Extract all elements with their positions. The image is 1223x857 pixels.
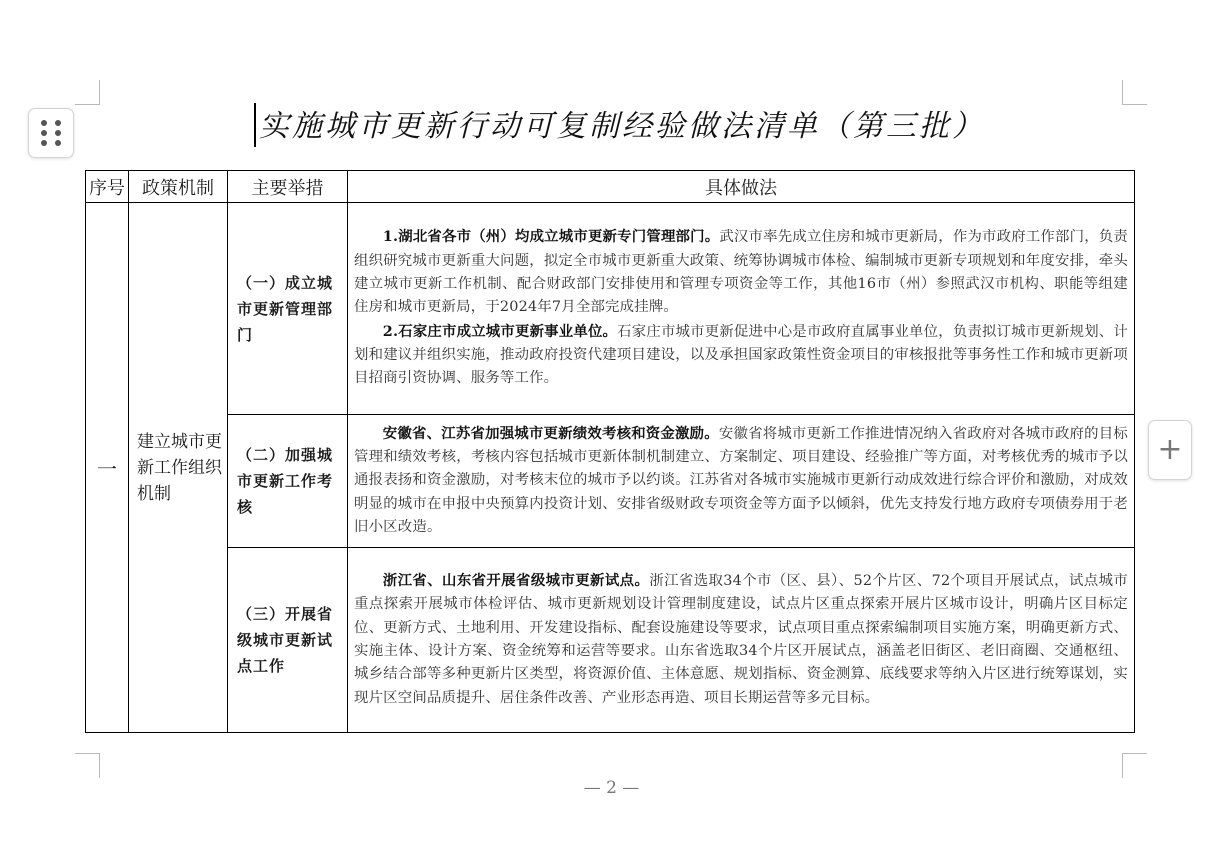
detail-body: 安徽省将城市更新工作推进情况纳入省政府对各城市政府的目标管理和绩效考核，考核内容包括城市更新体制机制建立、方案制定、项目建设、经验推广等方面，对考核优秀的城市予以通报表扬和资金激励，对考核末位的城市予以约谈。江苏省对各城市实施城市更新行动成效进行综合评价和激励，对成效明显的城市在申报中央预算内投资计划、安排省级财政专项资金等方面予以倾斜，优先支持发行地方政府专项债券用于老旧小区改造。	[354, 425, 1128, 535]
page-number: — 2 —	[583, 778, 640, 798]
measure-cell: （二）加强城市更新工作考核	[228, 415, 348, 548]
detail-body: 石家庄市城市更新促进中心是市政府直属事业单位，负责拟订城市更新规划、计划和建议并组织实施，推动政府投资代建项目建设，以及承担国家政策性资金项目的审核报批等事务性工作和城市更新项目招商引资协调、服务等工作。	[354, 323, 1128, 387]
crop-mark-bottom-left	[75, 753, 100, 778]
policy-table	[85, 170, 1135, 733]
detail-paragraph	[354, 422, 1128, 539]
add-block-plus-icon[interactable]: +	[1148, 420, 1192, 480]
detail-body: 浙江省选取34个市（区、县）、52个片区、72个项目开展试点，试点城市重点探索开展城市体检评估、城市更新规划设计管理制度建设，试点片区重点探索开展片区城市设计，明确片区目标定位、更新方式、土地利用、开发建设指标、配套设施建设等要求，试点项目重点探索编制项目实施方案，明确更新方式、实施主体、设计方案、资金统筹和运营等要求。山东省选取34个片区开展试点，涵盖老旧街区、老旧商圈、交通枢纽、城乡结合部等多种更新片区类型，将资源价值、主体意愿、规划指标、资金测算、底线要求等纳入片区进行统筹谋划，实现片区空间品质提升、居住条件改善、产业形态再造、项目长期运营等多元目标。	[354, 573, 1128, 706]
detail-paragraph	[354, 320, 1128, 391]
table-row	[86, 415, 1135, 548]
seq-cell: 一	[86, 203, 129, 733]
table-row	[86, 548, 1135, 733]
table-header-row	[86, 171, 1135, 203]
policy-cell: 建立城市更新工作组织机制	[129, 203, 228, 733]
detail-heading: 浙江省、山东省开展省级城市更新试点。	[382, 572, 650, 590]
measure-cell: （一）成立城市更新管理部门	[228, 203, 348, 415]
detail-heading: 2.石家庄市成立城市更新事业单位。	[382, 322, 618, 340]
header-measure: 主要举措	[228, 171, 348, 203]
crop-mark-top-left	[75, 80, 100, 105]
detail-cell[interactable]	[348, 415, 1135, 548]
header-policy: 政策机制	[129, 171, 228, 203]
text-cursor	[254, 103, 256, 147]
document-title[interactable]: 实施城市更新行动可复制经验做法清单（第三批）	[259, 109, 985, 144]
crop-mark-bottom-right	[1122, 753, 1147, 778]
drag-handle-grid-icon[interactable]	[28, 108, 74, 158]
crop-mark-top-right	[1122, 80, 1147, 105]
detail-cell[interactable]	[348, 203, 1135, 415]
header-seq: 序号	[86, 171, 129, 203]
measure-cell: （三）开展省级城市更新试点工作	[228, 548, 348, 733]
detail-heading: 1.湖北省各市（州）均成立城市更新专门管理部门。	[382, 228, 720, 246]
header-detail: 具体做法	[348, 171, 1135, 203]
table-row	[86, 203, 1135, 415]
detail-paragraph	[354, 225, 1128, 319]
detail-body: 武汉市率先成立住房和城市更新局，作为市政府工作部门，负责组织研究城市更新重大问题，拟定全市城市更新重大政策、统筹协调城市体检、编制城市更新专项规划和年度安排，牵头建立城市更新工作机制、配合财政部门安排使用和管理专项资金等工作，其他16市（州）参照武汉市机构、职能等组建住房和城市更新局，于2024年7月全部完成挂牌。	[354, 229, 1128, 316]
detail-cell[interactable]	[348, 548, 1135, 733]
detail-heading: 安徽省、江苏省加强城市更新绩效考核和资金激励。	[382, 424, 719, 442]
detail-paragraph	[354, 569, 1128, 710]
